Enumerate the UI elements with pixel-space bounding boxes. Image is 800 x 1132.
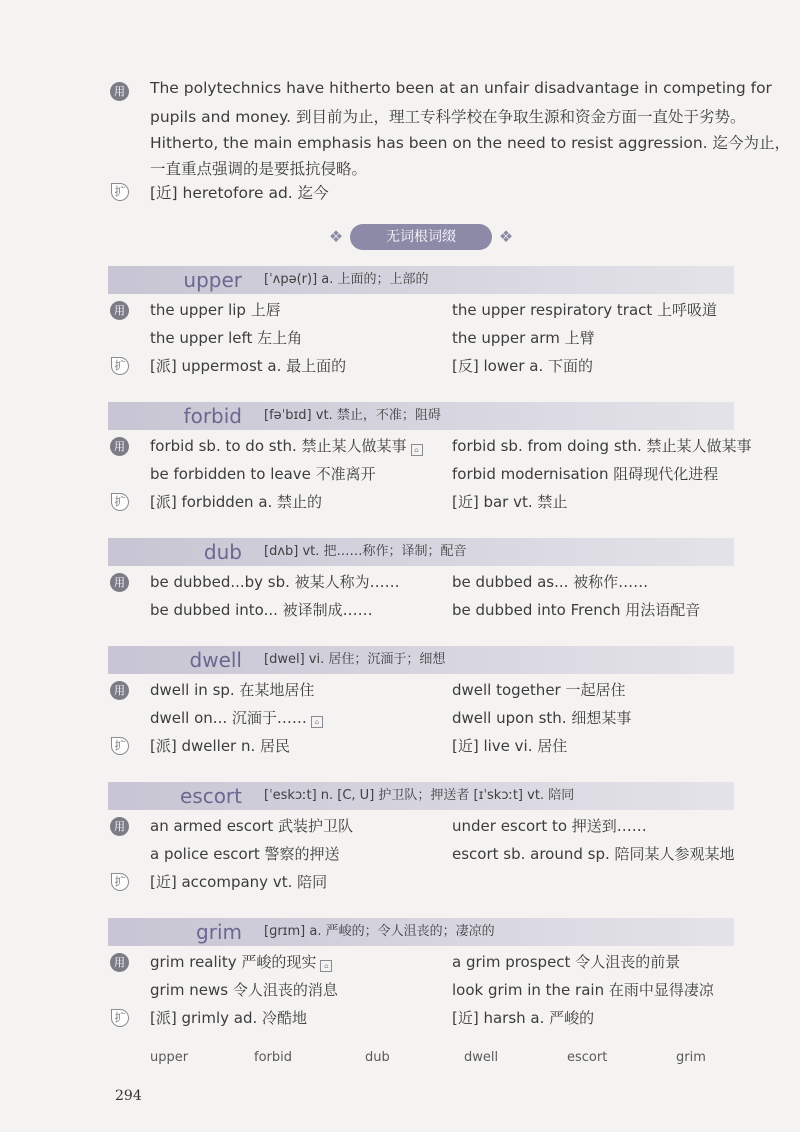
usage-item: be dubbed into... 被译制成…… xyxy=(150,601,373,619)
usage-item: the upper left 左上角 xyxy=(150,329,303,347)
usage-item: the upper respiratory tract 上呼吸道 xyxy=(452,301,718,319)
usage-item: dwell together 一起居住 xyxy=(452,681,626,699)
extension-item: [反] lower a. 下面的 xyxy=(452,357,593,375)
use-icon: 用 xyxy=(110,82,129,101)
extension-item: [近] live vi. 居住 xyxy=(452,737,568,755)
headword: forbid xyxy=(183,404,242,428)
extend-icon: 扩 xyxy=(111,737,129,755)
pronunciation-definition: [fəˈbɪd] vt. 禁止，不准；阻碍 xyxy=(264,408,441,423)
extend-icon: 扩 xyxy=(111,357,129,375)
entry-header-bar xyxy=(108,646,734,674)
extend-icon: 扩 xyxy=(111,1009,129,1027)
section-banner xyxy=(322,222,520,252)
usage-item: be dubbed into French 用法语配音 xyxy=(452,601,701,619)
usage-item: under escort to 押送到…… xyxy=(452,817,647,835)
intro-line-1: The polytechnics have hitherto been at an unfair disadvantage in competing for xyxy=(150,79,772,97)
usage-item: a police escort 警察的押送 xyxy=(150,845,340,863)
use-icon: 用 xyxy=(110,301,129,320)
extension-item: [近] harsh a. 严峻的 xyxy=(452,1009,595,1027)
usage-item: be forbidden to leave 不准离开 xyxy=(150,465,376,483)
ornament-right-icon: ❖ xyxy=(498,227,514,246)
entry-header-bar xyxy=(108,782,734,810)
usage-item: look grim in the rain 在雨中显得凄凉 xyxy=(452,981,714,999)
page-number: 294 xyxy=(115,1088,142,1104)
usage-item: be dubbed as... 被称作…… xyxy=(452,573,649,591)
footer-tab-dub: dub xyxy=(365,1050,390,1065)
ornament-left-icon: ❖ xyxy=(328,227,344,246)
headword: dub xyxy=(203,540,242,564)
footer-tab-escort: escort xyxy=(567,1050,608,1065)
usage-item: escort sb. around sp. 陪同某人参观某地 xyxy=(452,845,735,863)
note-mark-icon: ⌂ xyxy=(311,716,323,728)
headword: grim xyxy=(196,920,242,944)
extension-item: [派] grimly ad. 冷酷地 xyxy=(150,1009,308,1027)
extension-item: [近] bar vt. 禁止 xyxy=(452,493,568,511)
extension-item: [近] accompany vt. 陪同 xyxy=(150,873,328,891)
use-icon: 用 xyxy=(110,437,129,456)
usage-item: dwell in sp. 在某地居住 xyxy=(150,681,315,699)
usage-item: forbid sb. to do sth. 禁止某人做某事 ⌂ xyxy=(150,435,423,456)
use-icon: 用 xyxy=(110,953,129,972)
usage-item: an armed escort 武装护卫队 xyxy=(150,817,353,835)
usage-item: forbid modernisation 阻碍现代化进程 xyxy=(452,465,719,483)
pronunciation-definition: [dwel] vi. 居住；沉湎于；细想 xyxy=(264,652,446,667)
usage-item: dwell upon sth. 细想某事 xyxy=(452,709,632,727)
footer-tab-dwell: dwell xyxy=(464,1050,499,1065)
headword: escort xyxy=(179,784,242,808)
entry-header-bar xyxy=(108,538,734,566)
intro-line-3: Hitherto, the main emphasis has been on the need to resist aggression. 迄今为止， xyxy=(150,134,791,152)
entry-header-bar xyxy=(108,402,734,430)
use-icon: 用 xyxy=(110,817,129,836)
extend-icon: 扩 xyxy=(111,493,129,511)
entry-header-bar xyxy=(108,918,734,946)
entry-header-bar xyxy=(108,266,734,294)
pronunciation-definition: [ɡrɪm] a. 严峻的；令人沮丧的；凄凉的 xyxy=(264,924,495,939)
usage-item: grim news 令人沮丧的消息 xyxy=(150,981,338,999)
usage-item: the upper lip 上唇 xyxy=(150,301,281,319)
note-mark-icon: ⌂ xyxy=(320,960,332,972)
note-mark-icon: ⌂ xyxy=(411,444,423,456)
extend-icon: 扩 xyxy=(111,873,129,891)
pronunciation-definition: [ˈeskɔːt] n. [C, U] 护卫队；押送者 [ɪˈskɔːt] vt. 陪同 xyxy=(264,788,575,803)
usage-item: dwell on... 沉湎于…… ⌂ xyxy=(150,707,323,728)
use-icon: 用 xyxy=(110,573,129,592)
intro-line-2: pupils and money. 到目前为止，理工专科学校在争取生源和资金方面一直处于劣势。 xyxy=(150,108,746,126)
usage-item: forbid sb. from doing sth. 禁止某人做某事 xyxy=(452,437,752,455)
headword: upper xyxy=(183,268,242,292)
usage-item: a grim prospect 令人沮丧的前景 xyxy=(452,953,681,971)
extension-item: [派] uppermost a. 最上面的 xyxy=(150,357,347,375)
extension-item: [派] forbidden a. 禁止的 xyxy=(150,493,323,511)
footer-word-tabs xyxy=(0,1050,800,1070)
footer-tab-upper: upper xyxy=(150,1050,189,1065)
use-icon: 用 xyxy=(110,681,129,700)
pronunciation-definition: [ˈʌpə(r)] a. 上面的；上部的 xyxy=(264,272,429,287)
footer-tab-forbid: forbid xyxy=(254,1050,292,1065)
pronunciation-definition: [dʌb] vt. 把……称作；译制；配音 xyxy=(264,544,467,559)
section-title: 无词根词缀 xyxy=(350,224,492,250)
intro-line-4: 一直重点强调的是要抵抗侵略。 xyxy=(150,160,368,178)
intro-ext: [近] heretofore ad. 迄今 xyxy=(150,184,329,202)
extension-item: [派] dweller n. 居民 xyxy=(150,737,291,755)
headword: dwell xyxy=(189,648,242,672)
usage-item: the upper arm 上臂 xyxy=(452,329,595,347)
extend-icon: 扩 xyxy=(111,183,129,201)
usage-item: be dubbed...by sb. 被某人称为…… xyxy=(150,573,400,591)
usage-item: grim reality 严峻的现实 ⌂ xyxy=(150,951,332,972)
footer-tab-grim: grim xyxy=(676,1050,706,1065)
